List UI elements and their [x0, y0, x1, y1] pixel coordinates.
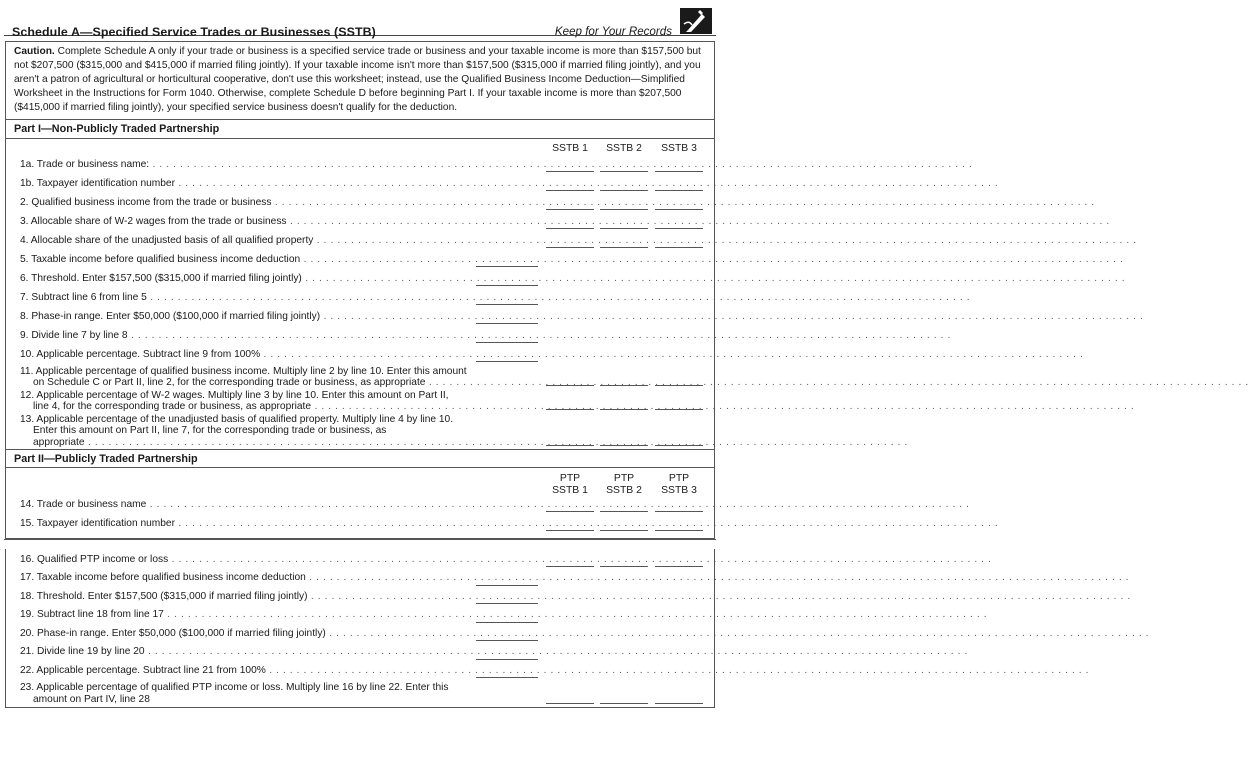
sstb-amount-field[interactable]	[546, 209, 594, 210]
part3-line-row	[6, 626, 1150, 645]
part1-line-row	[6, 289, 971, 308]
line-label-cont	[33, 436, 908, 449]
part1-line-row	[6, 413, 908, 449]
part2-column-header-top: PTP	[559, 472, 581, 484]
line-label-text: 11. Applicable percentage of qualified business income. Multiply line 2 by line 10. Enter this amount	[20, 365, 467, 377]
line-label-text: 9. Divide line 7 by line 8	[20, 329, 128, 341]
part1-line-row	[6, 346, 1084, 365]
line-label	[20, 177, 999, 190]
line-label	[20, 664, 1090, 677]
amount-field[interactable]	[476, 603, 538, 604]
part1-line-row	[6, 194, 1095, 213]
part2-column-header-bottom: SSTB 2	[606, 484, 642, 496]
line-label-text: 4. Allocable share of the unadjusted basis of all qualified property	[20, 234, 314, 246]
amount-field[interactable]	[476, 361, 538, 362]
part1-line-row	[6, 365, 1249, 389]
dot-leader: . . . . . . . . . . . . . . . . . . . . . . . . . . . . . . . . . . . . . . . . . . . . . . . . . . . . . . . . . . . . . . . . . . . . . . . . . . . . . . . . . . . . . . . . . . . . . . . . . . . . . . . . . . . . . . . . . . . . . . . .	[301, 272, 1126, 284]
line-label-text: 2. Qualified business income from the trade or business	[20, 196, 272, 208]
line-label-text: 13. Applicable percentage of the unadjusted basis of qualified property. Multiply line 4 by line 10.	[20, 413, 454, 425]
sstb-amount-field[interactable]	[600, 228, 648, 229]
line-label-cont	[33, 694, 419, 706]
dot-leader: . . . . . . . . . . . . . . . . . . . . . . . . . . . . . . . . . . . . . . . . . . . . . . . . . . . . . . . . . . . . . . . . . . . . . . . . . . . . . . . . . . . . . . . . . . . . . . . . . . . . . . . . . . . . . . . . . . . . . . . .	[149, 158, 973, 170]
line-label-text: 8. Phase-in range. Enter $50,000 ($100,000 if married filing jointly)	[20, 310, 321, 322]
ptp-amount-field[interactable]	[600, 511, 648, 512]
sstb-amount-field[interactable]	[600, 190, 648, 191]
sstb-amount-field[interactable]	[546, 247, 594, 248]
part1-line-row	[6, 213, 1110, 232]
sstb-amount-field[interactable]	[655, 445, 703, 446]
dot-leader: . . . . . . . . . . . . . . . . . . . . . . . . . . . . . . . . . . . . . . . . . . . . . . . . . . . . . . . . . . . . . . . . . . . . . . . . . . . . . . . . . . . . . . . . . . . . . . . . . . . . . . . . . . . . . . . . . . . . . . . .	[265, 664, 1090, 676]
sstb-amount-field[interactable]	[655, 385, 703, 386]
part2-line-row	[6, 515, 999, 534]
schedule-title: Schedule A—Specified Service Trades or Businesses (SSTB)	[12, 25, 376, 39]
line-label	[20, 234, 1137, 247]
sstb-amount-field[interactable]	[546, 190, 594, 191]
line-label-cont-text: Enter this amount on Part II, line 7, for the corresponding trade or business, as	[33, 425, 387, 437]
dot-leader: . . . . . . . . . . . . . . . . . . . . . . . . . . . . . . . . . . . . . . . . . . . . . . . . . . . . . . . . . . . . . . . . . . . . . . . . . . . . . . . . . . . . . . . . . . . . . . . . . . . . . . . . . . . . . . . . . . . . . . . .	[425, 377, 1249, 389]
line-label-text: 5. Taxable income before qualified business income deduction	[20, 253, 301, 265]
ptp-amount-field[interactable]	[655, 511, 703, 512]
line-label	[20, 291, 971, 304]
dot-leader: . . . . . . . . . . . . . . . . . . . . . . . . . . . . . . . . . . . . . . . . . . . . . . . . . . . . . . . . . . . . . . . . . . . . . . . . . . . . . . . . . . . . . . . . . . . . . . . . . . . . . . . . . . . . . . . . . . . . . . . .	[168, 553, 992, 565]
sstb-amount-field[interactable]	[546, 228, 594, 229]
line-label	[20, 196, 1095, 209]
line-label	[20, 272, 1126, 285]
part3-line-row	[6, 663, 1090, 682]
dot-leader: . . . . . . . . . . . . . . . . . . . . . . . . . . . . . . . . . . . . . . . . . . . . . . . . . . . . . . . . . . . . . . . . . . . . . . . . . . . . . . . . . . . . . . . . . . . . . . . . . . . . . . . . . . . . . . . . . . . . . . . .	[305, 572, 1130, 584]
part1-column-header: SSTB 1	[552, 142, 588, 154]
dot-leader: . . . . . . . . . . . . . . . . . . . . . . . . . . . . . . . . . . . . . . . . . . . . . . . . . . . . . . . . . . . . . . . . . . . . . . . . . . . . . . . . . . . . . . . . . . . . . . . . . . . . . . . . . . . . . . . . . . . . . . . .	[300, 253, 1124, 265]
line-label	[20, 498, 970, 511]
line-label	[20, 310, 1144, 323]
sstb-amount-field[interactable]	[600, 209, 648, 210]
part2-column-header-bottom: SSTB 1	[552, 484, 588, 496]
amount-field[interactable]	[476, 266, 538, 267]
sstb-amount-field[interactable]	[600, 409, 648, 410]
line-label-text: 16. Qualified PTP income or loss	[20, 553, 169, 565]
dot-leader: . . . . . . . . . . . . . . . . . . . . . . . . . . . . . . . . . . . . . . . . . . . . . . . . . . . . . . . . . . . . . . . . . . . . . . . . . . . . . . . . . . . . . . . . . . . . . . . . . . . . . . . . . . . . . . . . . . . . . . . .	[84, 436, 908, 448]
part2-line-row	[6, 496, 970, 515]
ptp-amount-field[interactable]	[600, 566, 648, 567]
line-label-cont-text: appropriate	[33, 436, 85, 448]
dot-leader: . . . . . . . . . . . . . . . . . . . . . . . . . . . . . . . . . . . . . . . . . . . . . . . . . . . . . . . . . . . . . . . . . . . . . . . . . . . . . . . . . . . . . . . . . . . . . . . . . . . . . . . . . . . . . . . . . . . . . . . .	[307, 590, 1131, 602]
ptp-amount-field[interactable]	[546, 530, 594, 531]
line-label-text: 6. Threshold. Enter $157,500 ($315,000 if married filing jointly)	[20, 272, 302, 284]
line-label-text: 22. Applicable percentage. Subtract line 21 from 100%	[20, 664, 266, 676]
sstb-amount-field[interactable]	[600, 445, 648, 446]
amount-field[interactable]	[476, 304, 538, 305]
dot-leader: . . . . . . . . . . . . . . . . . . . . . . . . . . . . . . . . . . . . . . . . . . . . . . . . . . . . . . . . . . . . . . . . . . . . . . . . . . . . . . . . . . . . . . . . . . . . . . . . . . . . . . . . . . . . . . . . . . . . . . . .	[325, 627, 1150, 639]
ptp-amount-field[interactable]	[546, 566, 594, 567]
part1-line-row	[6, 308, 1144, 327]
ptp-amount-field[interactable]	[600, 530, 648, 531]
part3-section	[6, 549, 1150, 708]
line-label	[20, 646, 968, 658]
line-label-cont-text: line 4, for the corresponding trade or business, as appropriate	[33, 401, 312, 413]
part1-line-row	[6, 270, 1126, 289]
line-label-cont-text: amount on Part IV, line 28	[33, 693, 150, 705]
line-label	[20, 553, 992, 566]
part1-column-header: SSTB 2	[606, 142, 642, 154]
part1-column-header: SSTB 3	[661, 142, 697, 154]
worksheet-box	[5, 41, 1249, 539]
ptp-amount-field[interactable]	[655, 703, 703, 704]
part1-lines	[6, 156, 1249, 449]
part2-column-header-top: PTP	[613, 472, 635, 484]
part1-line-row	[6, 389, 1135, 413]
sstb-amount-field[interactable]	[655, 190, 703, 191]
sstb-amount-field[interactable]	[655, 247, 703, 248]
amount-field[interactable]	[476, 585, 538, 586]
sstb-amount-field[interactable]	[546, 445, 594, 446]
part1-line-row	[6, 232, 1137, 251]
sstb-amount-field[interactable]	[546, 385, 594, 386]
dot-leader: . . . . . . . . . . . . . . . . . . . . . . . . . . . . . . . . . . . . . . . . . . . . . . . . . . . . . . . . . . . . . . . . . . . . . . . . . . . . . . . . . . . . . . . . . . . . . . . . . . . . . . . . . . . . . . . . . . . . . . . .	[313, 234, 1137, 246]
sstb-amount-field[interactable]	[600, 385, 648, 386]
part1-line-row	[6, 251, 1124, 270]
line-label-text: 3. Allocable share of W-2 wages from the trade or business	[20, 215, 287, 227]
dot-leader: . . . . . . . . . . . . . . . . . . . . . . . . . . . . . . . . . . . . . . . . . . . . . . . . . . . . . . . . . . . . . . . . . . . . . . . . . . . . . . . . . . . . . . . . . . . . . . . . . . . . . . . . . . . . . . . . . . . . . . . .	[146, 291, 971, 303]
part3-line-row	[6, 607, 988, 626]
part2-column-header-top: PTP	[668, 472, 690, 484]
dot-leader: . . . . . . . . . . . . . . . . . . . . . . . . . . . . . . . . . . . . . . . . . . . . . . . . . . . . . . . . . . . . . . . . . . . . . . . . . . . . . . . . . . . . . . . . . . . . . . . . . . . . . . . . . . . . . . . . . . . . . . . .	[146, 498, 970, 510]
section-gap	[4, 539, 716, 549]
line-label-text: 14. Trade or business name	[20, 498, 147, 510]
line-label-text: 10. Applicable percentage. Subtract line 9 from 100%	[20, 348, 261, 360]
ptp-amount-field[interactable]	[600, 703, 648, 704]
part2-heading: Part II—Publicly Traded Partnership	[6, 449, 714, 468]
spacer	[6, 534, 714, 538]
part1-line-row	[6, 175, 999, 194]
line-label-text: 1b. Taxpayer identification number	[20, 177, 175, 189]
part1-column-headers	[6, 139, 714, 156]
part1-line-row	[6, 327, 951, 346]
amount-field[interactable]	[476, 323, 538, 324]
line-label	[20, 158, 973, 171]
line-label	[20, 329, 951, 342]
sstb-amount-field[interactable]	[600, 247, 648, 248]
part2-column-header-bottom: SSTB 3	[661, 484, 697, 496]
line-label-text: 15. Taxpayer identification number	[20, 517, 175, 529]
sstb-amount-field[interactable]	[655, 171, 703, 172]
dot-leader: . . . . . . . . . . . . . . . . . . . . . . . . . . . . . . . . . . . . . . . . . . . . . . . . . . . . . . . . . . . . . . . . . . . . . . . . . . . . . . . . . . . . . . . . . . . . . . . . . . . . . . . . . . . . . . . . . . . . . . . .	[127, 329, 951, 341]
schedule-header	[4, 6, 716, 39]
dot-leader: . . . . . . . . . . . . . . . . . . . . . . . . . . . . . . . . . . . . . . . . . . . . . . . . . . . . . . . . . . . . . . . . . . . . . . . . . . . . . . . . . . . . . . . . . . . . . . . . . . . . . . . . . . . . . . . . . . . . . . . .	[260, 348, 1084, 360]
line-label-text: 18. Threshold. Enter $157,500 ($315,000 if married filing jointly)	[20, 590, 308, 602]
ptp-amount-field[interactable]	[546, 511, 594, 512]
sstb-amount-field[interactable]	[655, 228, 703, 229]
line-label	[20, 215, 1110, 228]
sstb-amount-field[interactable]	[546, 171, 594, 172]
amount-field[interactable]	[476, 342, 538, 343]
line-label	[20, 517, 999, 530]
amount-field[interactable]	[476, 659, 538, 660]
pencil-icon	[680, 8, 712, 34]
part3-line-row	[6, 681, 714, 707]
caution-label: Caution.	[14, 46, 55, 57]
part1-section	[6, 139, 1249, 449]
amount-field[interactable]	[476, 640, 538, 641]
part3-line-row	[6, 570, 1130, 589]
line-label-text: 21. Divide line 19 by line 20	[20, 646, 145, 658]
caution-text: Complete Schedule A only if your trade or business is a specified service trade or business and your taxable income is more than $157,500 but not $207,500 ($315,000 and $415,000 if married filing jointly). If your taxable income isn't more than $157,500 ($315,000 if married filing jointly), and you aren't a patron of agricultural or horticultural cooperative, don't use this worksheet; instead, use the Qualified Business Income Deduction—Simplified Worksheet in the Instructions for Form 1040. Otherwise, complete Schedule D before beginning Part I. If your taxable income is more than $207,500 ($415,000 if married filing jointly), your specified service business doesn't qualify for the deduction.	[14, 46, 701, 113]
line-label-text: 23. Applicable percentage of qualified PTP income or loss. Multiply line 16 by line 22. Enter this	[20, 682, 449, 694]
part3-box	[5, 549, 1150, 709]
amount-field[interactable]	[476, 285, 538, 286]
line-label-text: 12. Applicable percentage of W-2 wages. Multiply line 3 by line 10. Enter this amount on Part II,	[20, 389, 449, 401]
part3-line-row	[6, 552, 992, 571]
dot-leader: . . . . . . . . . . . . . . . . . . . . . . . . . . . . . . . . . . . . . . . . . . . . . . . . . . . . . . . . . . . . . . . . . . . . . . . . . . . . . . . . . . . . . . . . . . . . . . . . . . . . . . . . . . . . . . . . . . . . . . . .	[174, 177, 999, 189]
amount-field[interactable]	[476, 622, 538, 623]
dot-leader: . . . . . . . . . . . . . . . . . . . . . . . . . . . . . . . . . . . . . . . . . . . . . . . . . . . . . . . . . . . . . . . . . . . . . . . . . . . . . . . . . . . . . . . . . . . . . . . . . . . . . . . . . . . . . . . . . . . . . . . .	[271, 196, 1095, 208]
line-label	[20, 572, 1130, 584]
line-label-text: 17. Taxable income before qualified business income deduction	[20, 572, 306, 584]
part2-section	[6, 468, 999, 538]
part3-line-row	[6, 589, 1131, 608]
part1-line-row	[6, 156, 973, 175]
line-label	[20, 627, 1150, 640]
sstb-amount-field[interactable]	[655, 209, 703, 210]
line-label	[20, 253, 1124, 266]
part2-column-headers	[6, 468, 714, 496]
ptp-amount-field[interactable]	[546, 703, 594, 704]
ptp-amount-field[interactable]	[655, 530, 703, 531]
keep-for-records-note: Keep for Your Records	[554, 25, 672, 38]
dot-leader: . . . . . . . . . . . . . . . . . . . . . . . . . . . . . . . . . . . . . . . . . . . . . . . . . . . . . . . . . . . . . . . . . . . . . . . . . . . . . . . . . . . . . . . . . . . . . . . . . . . . . . . . . . . . . . . . . . . . . . . .	[144, 646, 968, 658]
line-label	[20, 590, 1131, 603]
dot-leader: . . . . . . . . . . . . . . . . . . . . . . . . . . . . . . . . . . . . . . . . . . . . . . . . . . . . . . . . . . . . . . . . . . . . . . . . . . . . . . . . . . . . . . . . . . . . . . . . . . . . . . . . . . . . . . . . . . . . . . . .	[286, 215, 1110, 227]
dot-leader: . . . . . . . . . . . . . . . . . . . . . . . . . . . . . . . . . . . . . . . . . . . . . . . . . . . . . . . . . . . . . . . . . . . . . . . . . . . . . . . . . . . . . . . . . . . . . . . . . . . . . . . . . . . . . . . . . . . . . . . .	[311, 401, 1135, 413]
amount-field[interactable]	[476, 677, 538, 678]
line-label-text: 19. Subtract line 18 from line 17	[20, 609, 164, 621]
part1-heading: Part I—Non-Publicly Traded Partnership	[6, 120, 714, 139]
line-label-text: 1a. Trade or business name:	[20, 158, 150, 170]
line-label-cont-text: on Schedule C or Part II, line 2, for the corresponding trade or business, as appropriate	[33, 377, 426, 389]
caution-paragraph	[6, 42, 714, 120]
dot-leader: . . . . . . . . . . . . . . . . . . . . . . . . . . . . . . . . . . . . . . . . . . . . . . . . . . . . . . . . . . . . . . . . . . . . . . . . . . . . . . . . . . . . . . . . . . . . . . . . . . . . . . . . . . . . . . . . . . . . . . . .	[320, 310, 1144, 322]
part3-line-row	[6, 644, 968, 663]
line-label	[20, 609, 988, 621]
line-label-text: 20. Phase-in range. Enter $50,000 ($100,000 if married filing jointly)	[20, 627, 326, 639]
line-label-text: 7. Subtract line 6 from line 5	[20, 291, 147, 303]
dot-leader: . . . . . . . . . . . . . . . . . . . . . . . . . . . . . . . . . . . . . . . . . . . . . . . . . . . . . . . . . . . . . . . . . . . . . . . . . . . . . . . . . . . . . . . . . . . . . . . . . . . . . . . . . . . . . . . . . . . . . . . .	[174, 517, 999, 529]
sstb-amount-field[interactable]	[600, 171, 648, 172]
line-label	[20, 348, 1084, 361]
dot-leader: . . . . . . . . . . . . . . . . . . . . . . . . . . . . . . . . . . . . . . . . . . . . . . . . . . . . . . . . . . . . . . . . . . . . . . . . . . . . . . . . . . . . . . . . . . . . . . . . . . . . . . . . . . . . . . . . . . . . . . . .	[163, 609, 988, 621]
ptp-amount-field[interactable]	[655, 566, 703, 567]
sstb-amount-field[interactable]	[546, 409, 594, 410]
sstb-amount-field[interactable]	[655, 409, 703, 410]
